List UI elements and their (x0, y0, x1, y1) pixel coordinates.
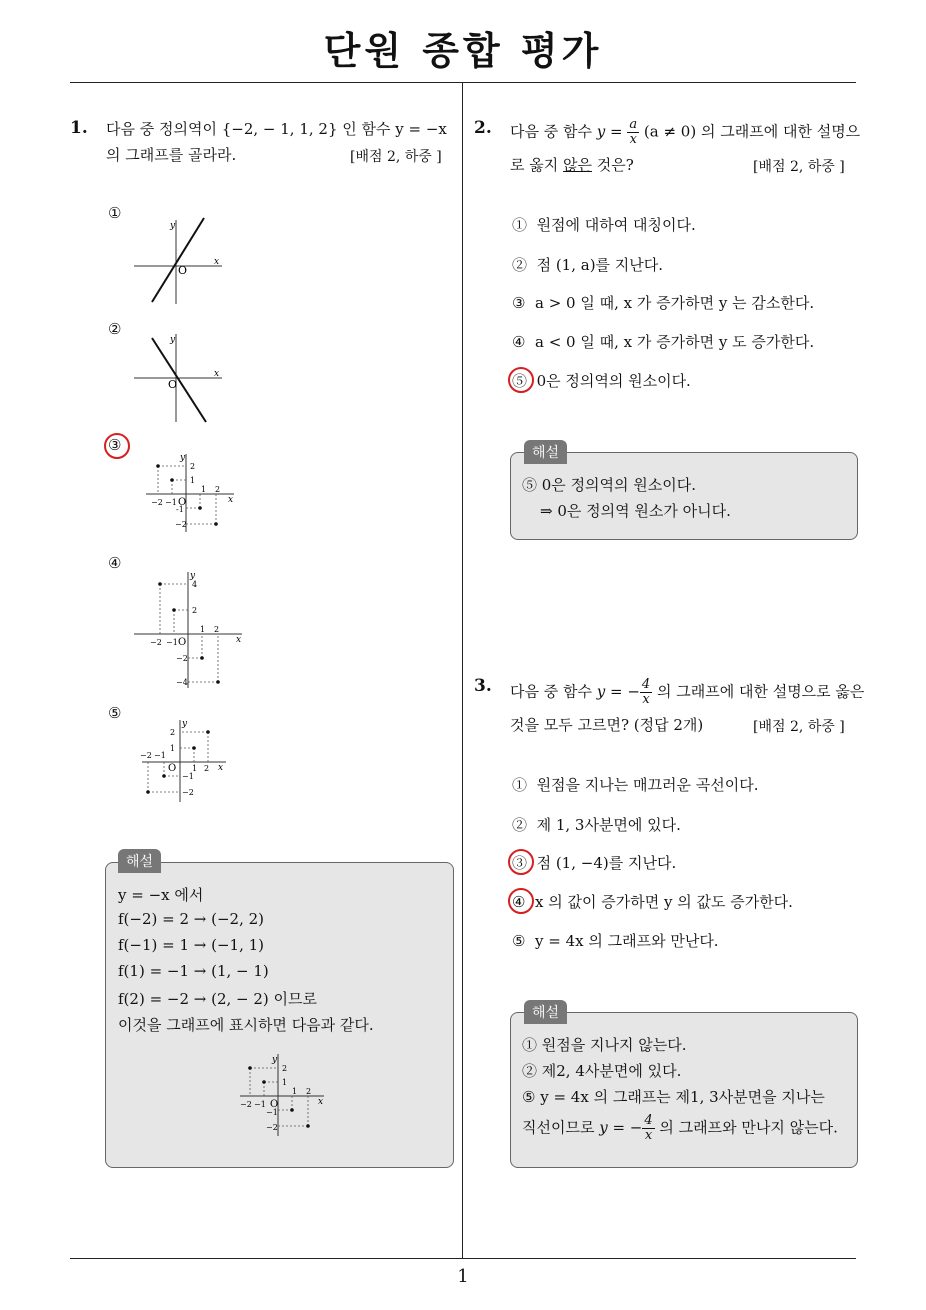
svg-text:−1: −1 (166, 638, 178, 647)
q2-explain-line-2: ⇒ 0은 정의역 원소가 아니다. (540, 502, 731, 520)
svg-text:−2: −2 (266, 1123, 278, 1132)
q2-answer-mark (508, 367, 534, 393)
x-axis-label: x (214, 369, 220, 379)
svg-text:2: 2 (215, 485, 221, 494)
q2-option-5[interactable]: ⑤ 0은 정의역의 원소이다. (512, 372, 691, 390)
q1-graph-3 (140, 450, 240, 534)
svg-text:−1: −1 (182, 772, 194, 781)
svg-text:x: x (236, 635, 242, 645)
svg-text:2: 2 (170, 728, 176, 737)
q2-frac-den: x (629, 132, 637, 147)
y-axis-label: y (170, 221, 176, 231)
q2-explanation-tab: 해설 (524, 440, 567, 464)
svg-text:−1: −1 (266, 1108, 278, 1117)
svg-text:1: 1 (200, 625, 206, 634)
q3-option-5[interactable]: ⑤ y = 4x 의 그래프와 만난다. (512, 932, 719, 950)
q2-line1 (510, 118, 860, 147)
q1-option-1-marker[interactable]: ① (108, 204, 122, 222)
svg-text:−4: −4 (176, 678, 188, 687)
q1-graph-4 (130, 568, 246, 690)
q1-line2: 의 그래프를 골라라. (106, 146, 237, 164)
q3-line2: 것을 모두 고르면? (정답 2개) (510, 716, 704, 734)
q3-explanation-tab: 해설 (524, 1000, 567, 1024)
svg-text:y: y (190, 571, 196, 581)
origin-label: O (178, 264, 188, 277)
svg-text:x: x (218, 763, 224, 773)
svg-text:1: 1 (170, 744, 176, 753)
svg-text:2: 2 (190, 462, 196, 471)
q2-option-3[interactable]: ③ a > 0 일 때, x 가 증가하면 y 는 감소한다. (512, 294, 815, 312)
svg-text:x: x (228, 495, 234, 505)
q2-func: y = (596, 122, 623, 141)
svg-text:O: O (178, 497, 187, 508)
q2-score-tag: [배점 2, 하중 ] (753, 159, 845, 175)
svg-text:y: y (182, 719, 188, 729)
column-divider (462, 82, 463, 1258)
q2-explanation-box (510, 452, 858, 540)
svg-text:-1: -1 (176, 505, 184, 514)
svg-text:y: y (180, 453, 186, 463)
q2-line2: 로 옳지 않은 것은? (510, 156, 634, 174)
q1-option-4-marker[interactable]: ④ (108, 554, 122, 572)
q1-explain-line-3: f(−1) = 1 → (−1, 1) (118, 936, 265, 954)
svg-text:−1: −1 (254, 1100, 266, 1109)
q3-option-1[interactable]: ① 원점을 지나는 매끄러운 곡선이다. (512, 776, 759, 794)
q2-pre: 다음 중 함수 (510, 122, 597, 141)
q1-graph-2 (130, 330, 230, 426)
q3-option-2[interactable]: ② 제 1, 3사분면에 있다. (512, 816, 681, 834)
q1-line1: 다음 중 정의역이 {−2, − 1, 1, 2} 인 함수 y = −x (106, 120, 447, 138)
svg-text:−1: −1 (154, 751, 166, 760)
q2-post: 의 그래프에 대한 설명으 (696, 122, 861, 141)
q3-answer-mark-4 (508, 888, 534, 914)
q1-explain-line-2: f(−2) = 2 → (−2, 2) (118, 910, 265, 928)
svg-text:1: 1 (192, 764, 198, 773)
q2-frac-num: a (629, 117, 638, 132)
y-axis-label: y (170, 335, 176, 345)
q3-func: y = − (596, 682, 640, 701)
q1-explain-line-5: f(2) = −2 → (2, − 2) 이므로 (118, 990, 318, 1008)
svg-text:−2: −2 (182, 788, 194, 797)
page-title: 단원 종합 평가 (323, 29, 603, 73)
svg-text:−2: −2 (151, 498, 163, 507)
svg-text:1: 1 (201, 485, 207, 494)
svg-text:−1: −1 (165, 498, 177, 507)
q1-answer-mark (104, 433, 130, 459)
q3-explain-line-3: ⑤ y = 4x 의 그래프는 제1, 3사분면을 지나는 (522, 1088, 825, 1106)
q1-score-tag: [배점 2, 하중 ] (350, 149, 442, 165)
q2-cond: (a ≠ 0) (643, 122, 697, 141)
q1-explain-line-1: y = −x 에서 (118, 886, 204, 904)
q3-explain-line-4: 직선이므로 y = − $\frac{4}{x}$ 의 그래프와 만나지 않는다. (522, 1113, 838, 1143)
bottom-rule (70, 1258, 856, 1259)
q3-number: 3. (474, 676, 492, 696)
svg-text:2: 2 (282, 1064, 288, 1073)
svg-text:−2: −2 (176, 654, 188, 663)
q3-option-3[interactable]: ③ 점 (1, −4)를 지난다. (512, 854, 677, 872)
q1-option-2-marker[interactable]: ② (108, 320, 122, 338)
origin-label: O (168, 378, 178, 391)
q1-number: 1. (70, 118, 88, 138)
svg-text:2: 2 (204, 764, 210, 773)
svg-text:x: x (318, 1097, 324, 1107)
svg-text:2: 2 (214, 625, 220, 634)
q2-option-2[interactable]: ② 점 (1, a)를 지난다. (512, 256, 664, 274)
q2-option-4[interactable]: ④ a < 0 일 때, x 가 증가하면 y 도 증가한다. (512, 333, 815, 351)
q3-explain-line-2: ② 제2, 4사분면에 있다. (522, 1062, 682, 1080)
svg-text:y: y (272, 1055, 278, 1065)
svg-text:2: 2 (192, 606, 198, 615)
q3-fraction: $\frac{4}{x}$ (641, 677, 651, 707)
q1-explanation-tab: 해설 (118, 849, 161, 873)
top-rule (70, 82, 856, 83)
q1-explain-line-6: 이것을 그래프에 표시하면 다음과 같다. (118, 1016, 374, 1034)
q3-score-tag: [배점 2, 하중 ] (753, 719, 845, 735)
q3-option-4[interactable]: ④ x 의 값이 증가하면 y 의 값도 증가한다. (512, 893, 793, 911)
q2-number: 2. (474, 118, 492, 138)
svg-text:4: 4 (192, 580, 198, 589)
svg-text:O: O (178, 637, 187, 648)
page-number: 1 (457, 1266, 469, 1287)
svg-text:1: 1 (190, 476, 196, 485)
q3-explain-line-1: ① 원점을 지나지 않는다. (522, 1036, 687, 1054)
q1-explain-graph (234, 1052, 330, 1138)
q1-option-5-marker[interactable]: ⑤ (108, 704, 122, 722)
q2-option-1[interactable]: ① 원점에 대하여 대칭이다. (512, 216, 696, 234)
svg-text:−2: −2 (175, 520, 187, 529)
q1-option-3-marker[interactable]: ③ (108, 436, 122, 454)
q2-underline: 않은 (563, 156, 592, 174)
svg-text:O: O (168, 763, 177, 774)
q3-line1: 다음 중 함수 y = − $\frac{4}{x}$ 의 그래프에 대한 설명으로 옳은 (510, 677, 865, 707)
x-axis-label: x (214, 257, 220, 267)
q3-answer-mark-3 (508, 849, 534, 875)
svg-text:−2: −2 (140, 751, 152, 760)
svg-text:2: 2 (306, 1087, 312, 1096)
svg-text:−2: −2 (150, 638, 162, 647)
svg-text:1: 1 (282, 1078, 288, 1087)
svg-text:−2: −2 (240, 1100, 252, 1109)
q1-graph-1 (130, 214, 230, 306)
q2-fraction (627, 118, 639, 147)
svg-text:1: 1 (292, 1087, 298, 1096)
q1-explain-line-4: f(1) = −1 → (1, − 1) (118, 962, 269, 980)
q2-explain-line-1: ⑤ 0은 정의역의 원소이다. (522, 476, 697, 494)
svg-text:O: O (270, 1099, 279, 1110)
q1-graph-5 (136, 718, 232, 804)
